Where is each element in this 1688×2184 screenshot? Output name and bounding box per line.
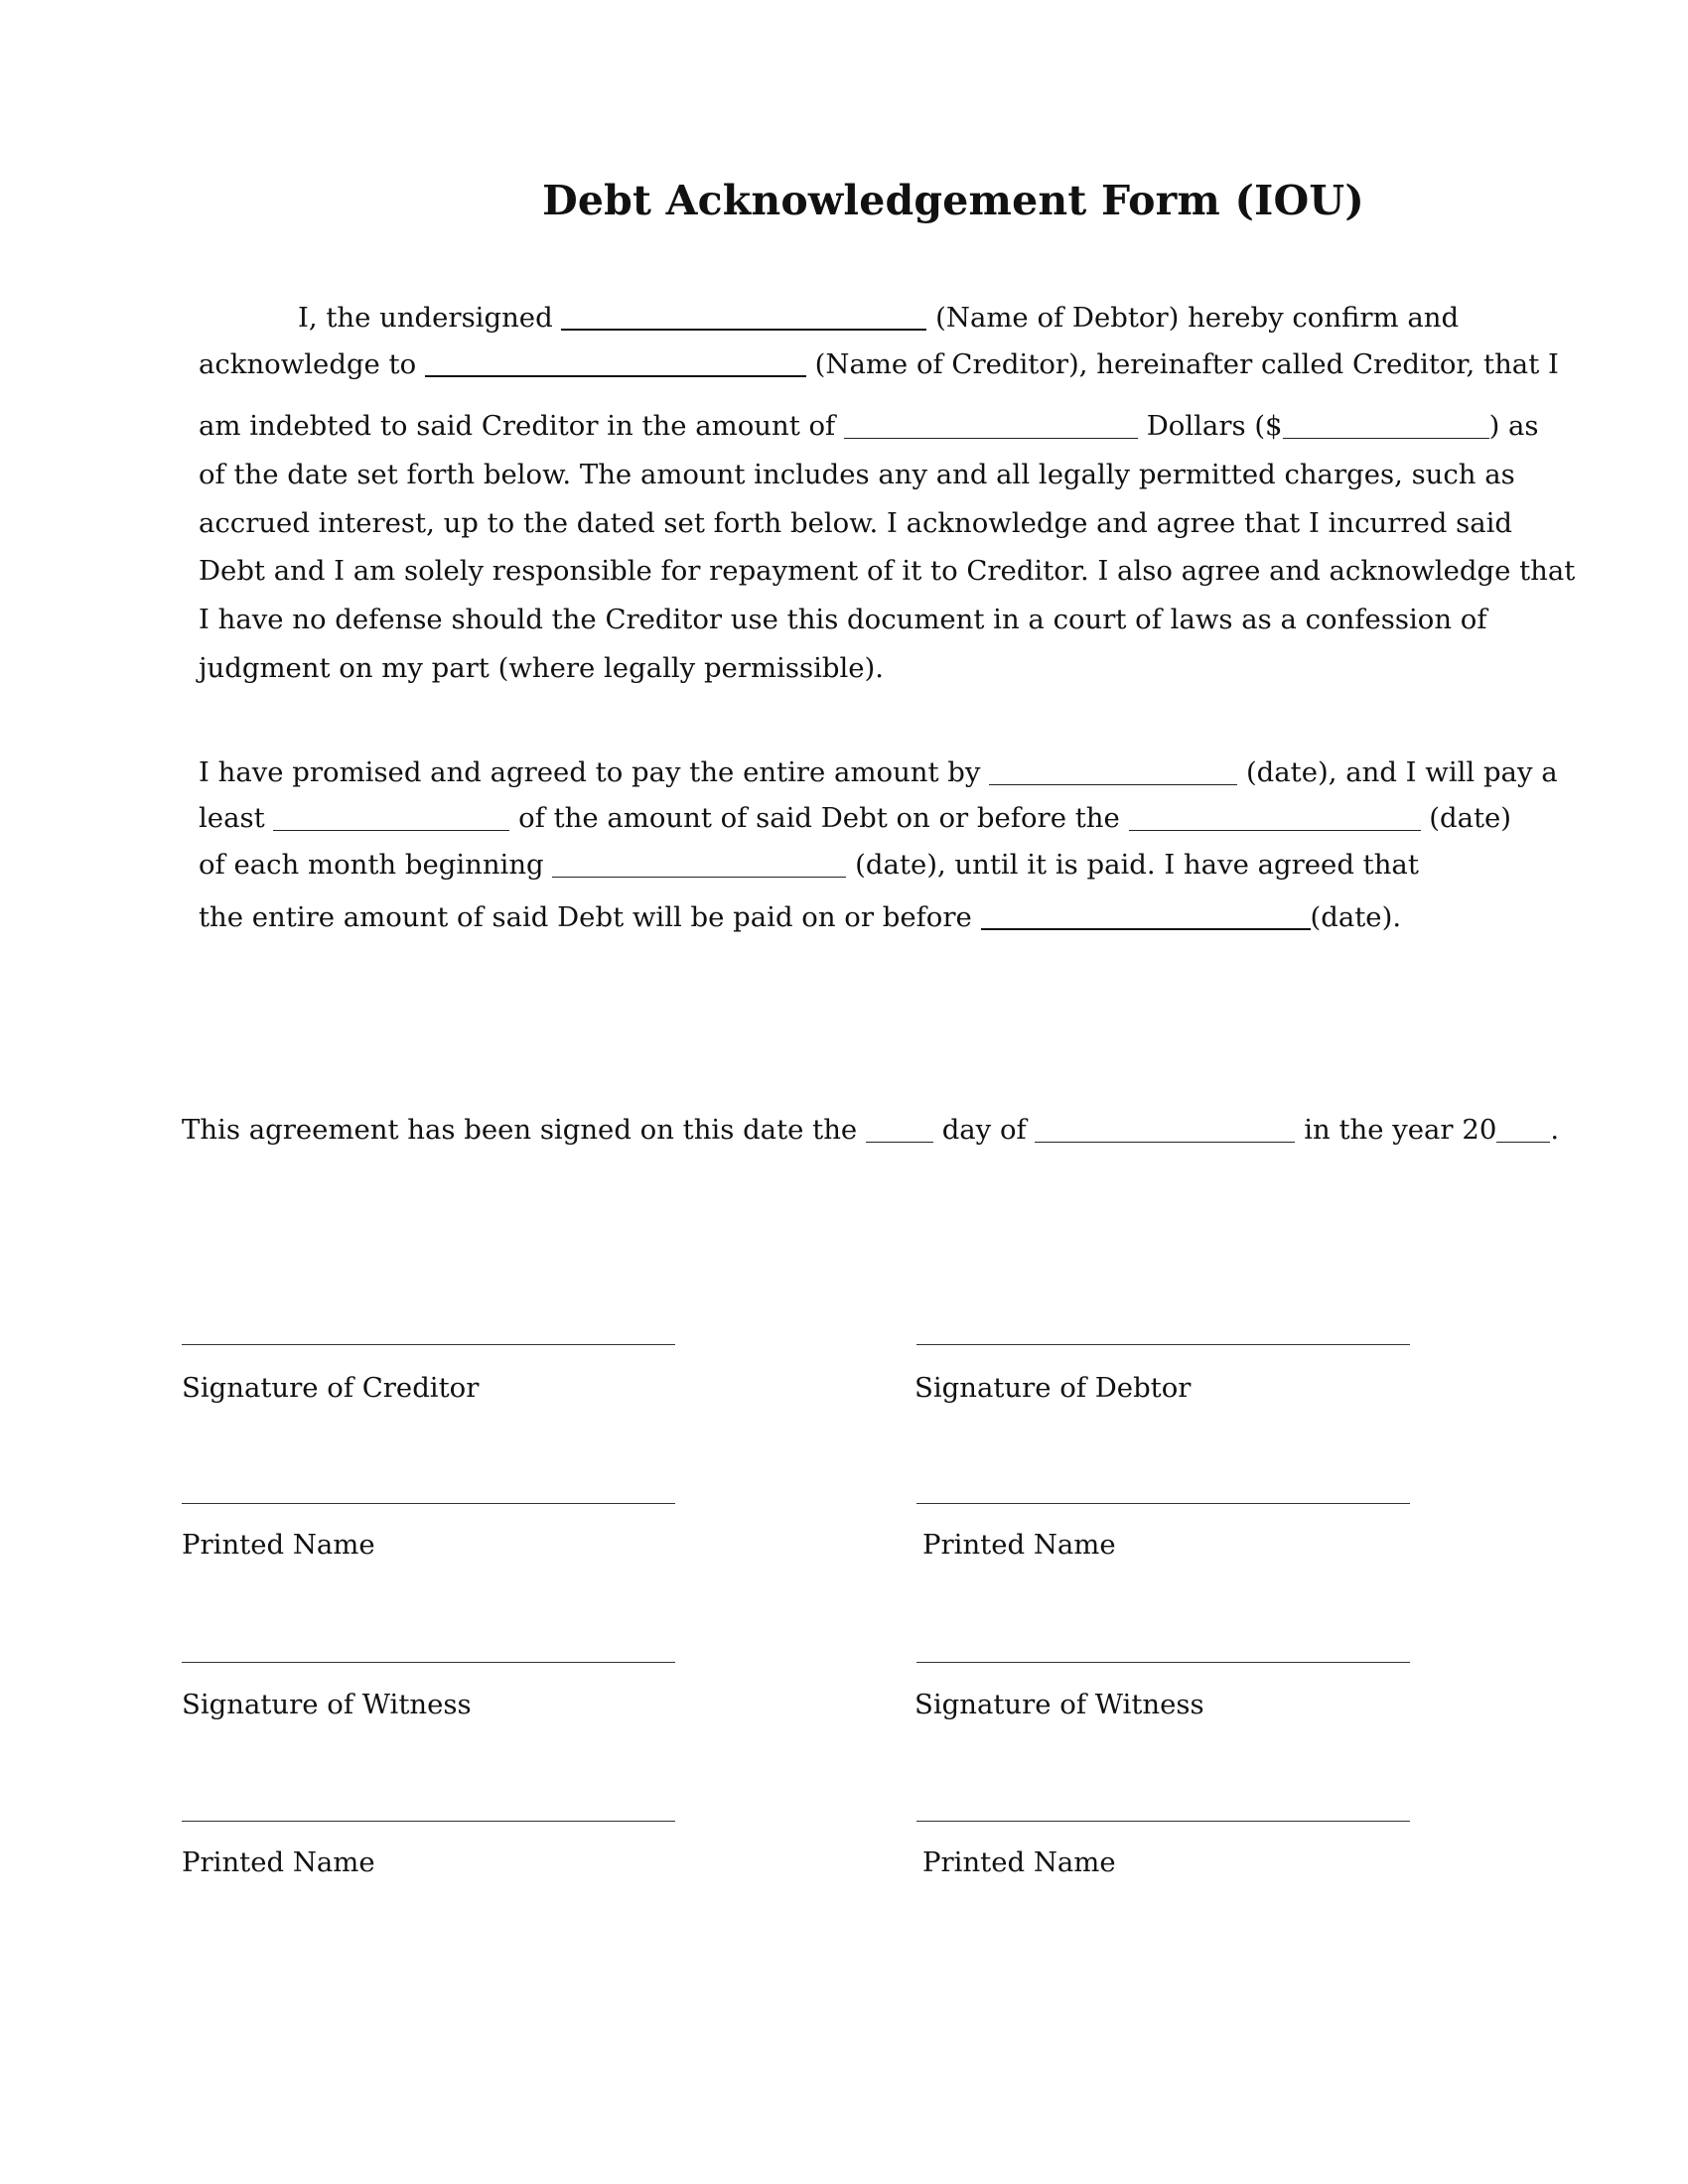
start-date-blank[interactable] xyxy=(552,876,846,878)
creditor-printed-name-label: Printed Name xyxy=(182,1529,375,1561)
paragraph1-line3 xyxy=(199,408,1539,444)
text-segment: of each month beginning xyxy=(199,849,544,881)
final-payment-date-blank[interactable] xyxy=(981,927,1311,930)
installment-amount-blank[interactable] xyxy=(273,829,509,831)
paragraph2-line3 xyxy=(199,847,1419,883)
paragraph1-line7: I have no defense should the Creditor use this document in a court of laws as a confession of xyxy=(199,604,1487,635)
paragraph1-line4: of the date set forth below. The amount includes any and all legally permitted charges, such as xyxy=(199,459,1515,490)
agreement-date-line xyxy=(182,1112,1559,1148)
debtor-printed-name-label: Printed Name xyxy=(922,1529,1116,1561)
debtor-signature-line[interactable] xyxy=(916,1344,1410,1345)
text-segment: the entire amount of said Debt will be paid on or before xyxy=(199,901,972,933)
creditor-name-blank[interactable] xyxy=(425,374,806,377)
amount-number-blank[interactable] xyxy=(1283,437,1489,439)
text-segment: am indebted to said Creditor in the amount of xyxy=(199,410,836,442)
text-segment: (Name of Debtor) hereby confirm and xyxy=(935,302,1460,334)
text-segment: least xyxy=(199,802,265,834)
text-segment: (date), until it is paid. I have agreed that xyxy=(855,849,1419,881)
paragraph1-line8: judgment on my part (where legally permissible). xyxy=(199,652,885,684)
text-segment: Dollars ($ xyxy=(1146,410,1283,442)
text-segment: I, the undersigned xyxy=(298,302,553,334)
text-segment: of the amount of said Debt on or before the xyxy=(518,802,1120,834)
month-blank[interactable] xyxy=(1035,1141,1295,1143)
text-segment: . xyxy=(1550,1114,1560,1146)
monthly-due-day-blank[interactable] xyxy=(1129,829,1421,831)
creditor-printed-name-line[interactable] xyxy=(182,1503,675,1504)
paragraph1-line1 xyxy=(298,300,1459,336)
year-blank[interactable] xyxy=(1496,1141,1550,1143)
debtor-name-blank[interactable] xyxy=(561,328,926,331)
paragraph2-line1 xyxy=(199,754,1558,790)
day-blank[interactable] xyxy=(866,1141,933,1143)
paragraph2-line2 xyxy=(199,800,1511,836)
creditor-witness-signature-line[interactable] xyxy=(182,1662,675,1663)
paragraph1-line2 xyxy=(199,346,1559,382)
text-segment: This agreement has been signed on this date the xyxy=(182,1114,858,1146)
full-payment-date-blank[interactable] xyxy=(989,783,1237,785)
creditor-signature-line[interactable] xyxy=(182,1344,675,1345)
text-segment: day of xyxy=(941,1114,1027,1146)
debtor-witness-signature-line[interactable] xyxy=(916,1662,1410,1663)
debtor-witness-printed-name-label: Printed Name xyxy=(922,1846,1116,1878)
paragraph2-line4 xyxy=(199,899,1401,935)
text-segment: (date), and I will pay a xyxy=(1245,756,1558,788)
document-title: Debt Acknowledgement Form (IOU) xyxy=(542,177,1364,224)
debtor-printed-name-line[interactable] xyxy=(916,1503,1410,1504)
paragraph1-line6: Debt and I am solely responsible for repayment of it to Creditor. I also agree and acknowledge that xyxy=(199,555,1576,587)
text-segment: in the year 20 xyxy=(1304,1114,1497,1146)
text-segment: (date) xyxy=(1429,802,1512,834)
creditor-witness-signature-label: Signature of Witness xyxy=(182,1689,472,1720)
debtor-signature-label: Signature of Debtor xyxy=(914,1372,1192,1404)
amount-words-blank[interactable] xyxy=(844,437,1138,439)
text-segment: ) as xyxy=(1488,410,1539,442)
text-segment: (date). xyxy=(1310,901,1402,933)
debtor-witness-printed-name-line[interactable] xyxy=(916,1821,1410,1822)
text-segment: I have promised and agreed to pay the entire amount by xyxy=(199,756,981,788)
creditor-witness-printed-name-label: Printed Name xyxy=(182,1846,375,1878)
text-segment: acknowledge to xyxy=(199,348,417,380)
creditor-signature-label: Signature of Creditor xyxy=(182,1372,480,1404)
debtor-witness-signature-label: Signature of Witness xyxy=(914,1689,1204,1720)
paragraph1-line5: accrued interest, up to the dated set forth below. I acknowledge and agree that I incurred said xyxy=(199,507,1513,539)
creditor-witness-printed-name-line[interactable] xyxy=(182,1821,675,1822)
text-segment: (Name of Creditor), hereinafter called Creditor, that I xyxy=(814,348,1559,380)
